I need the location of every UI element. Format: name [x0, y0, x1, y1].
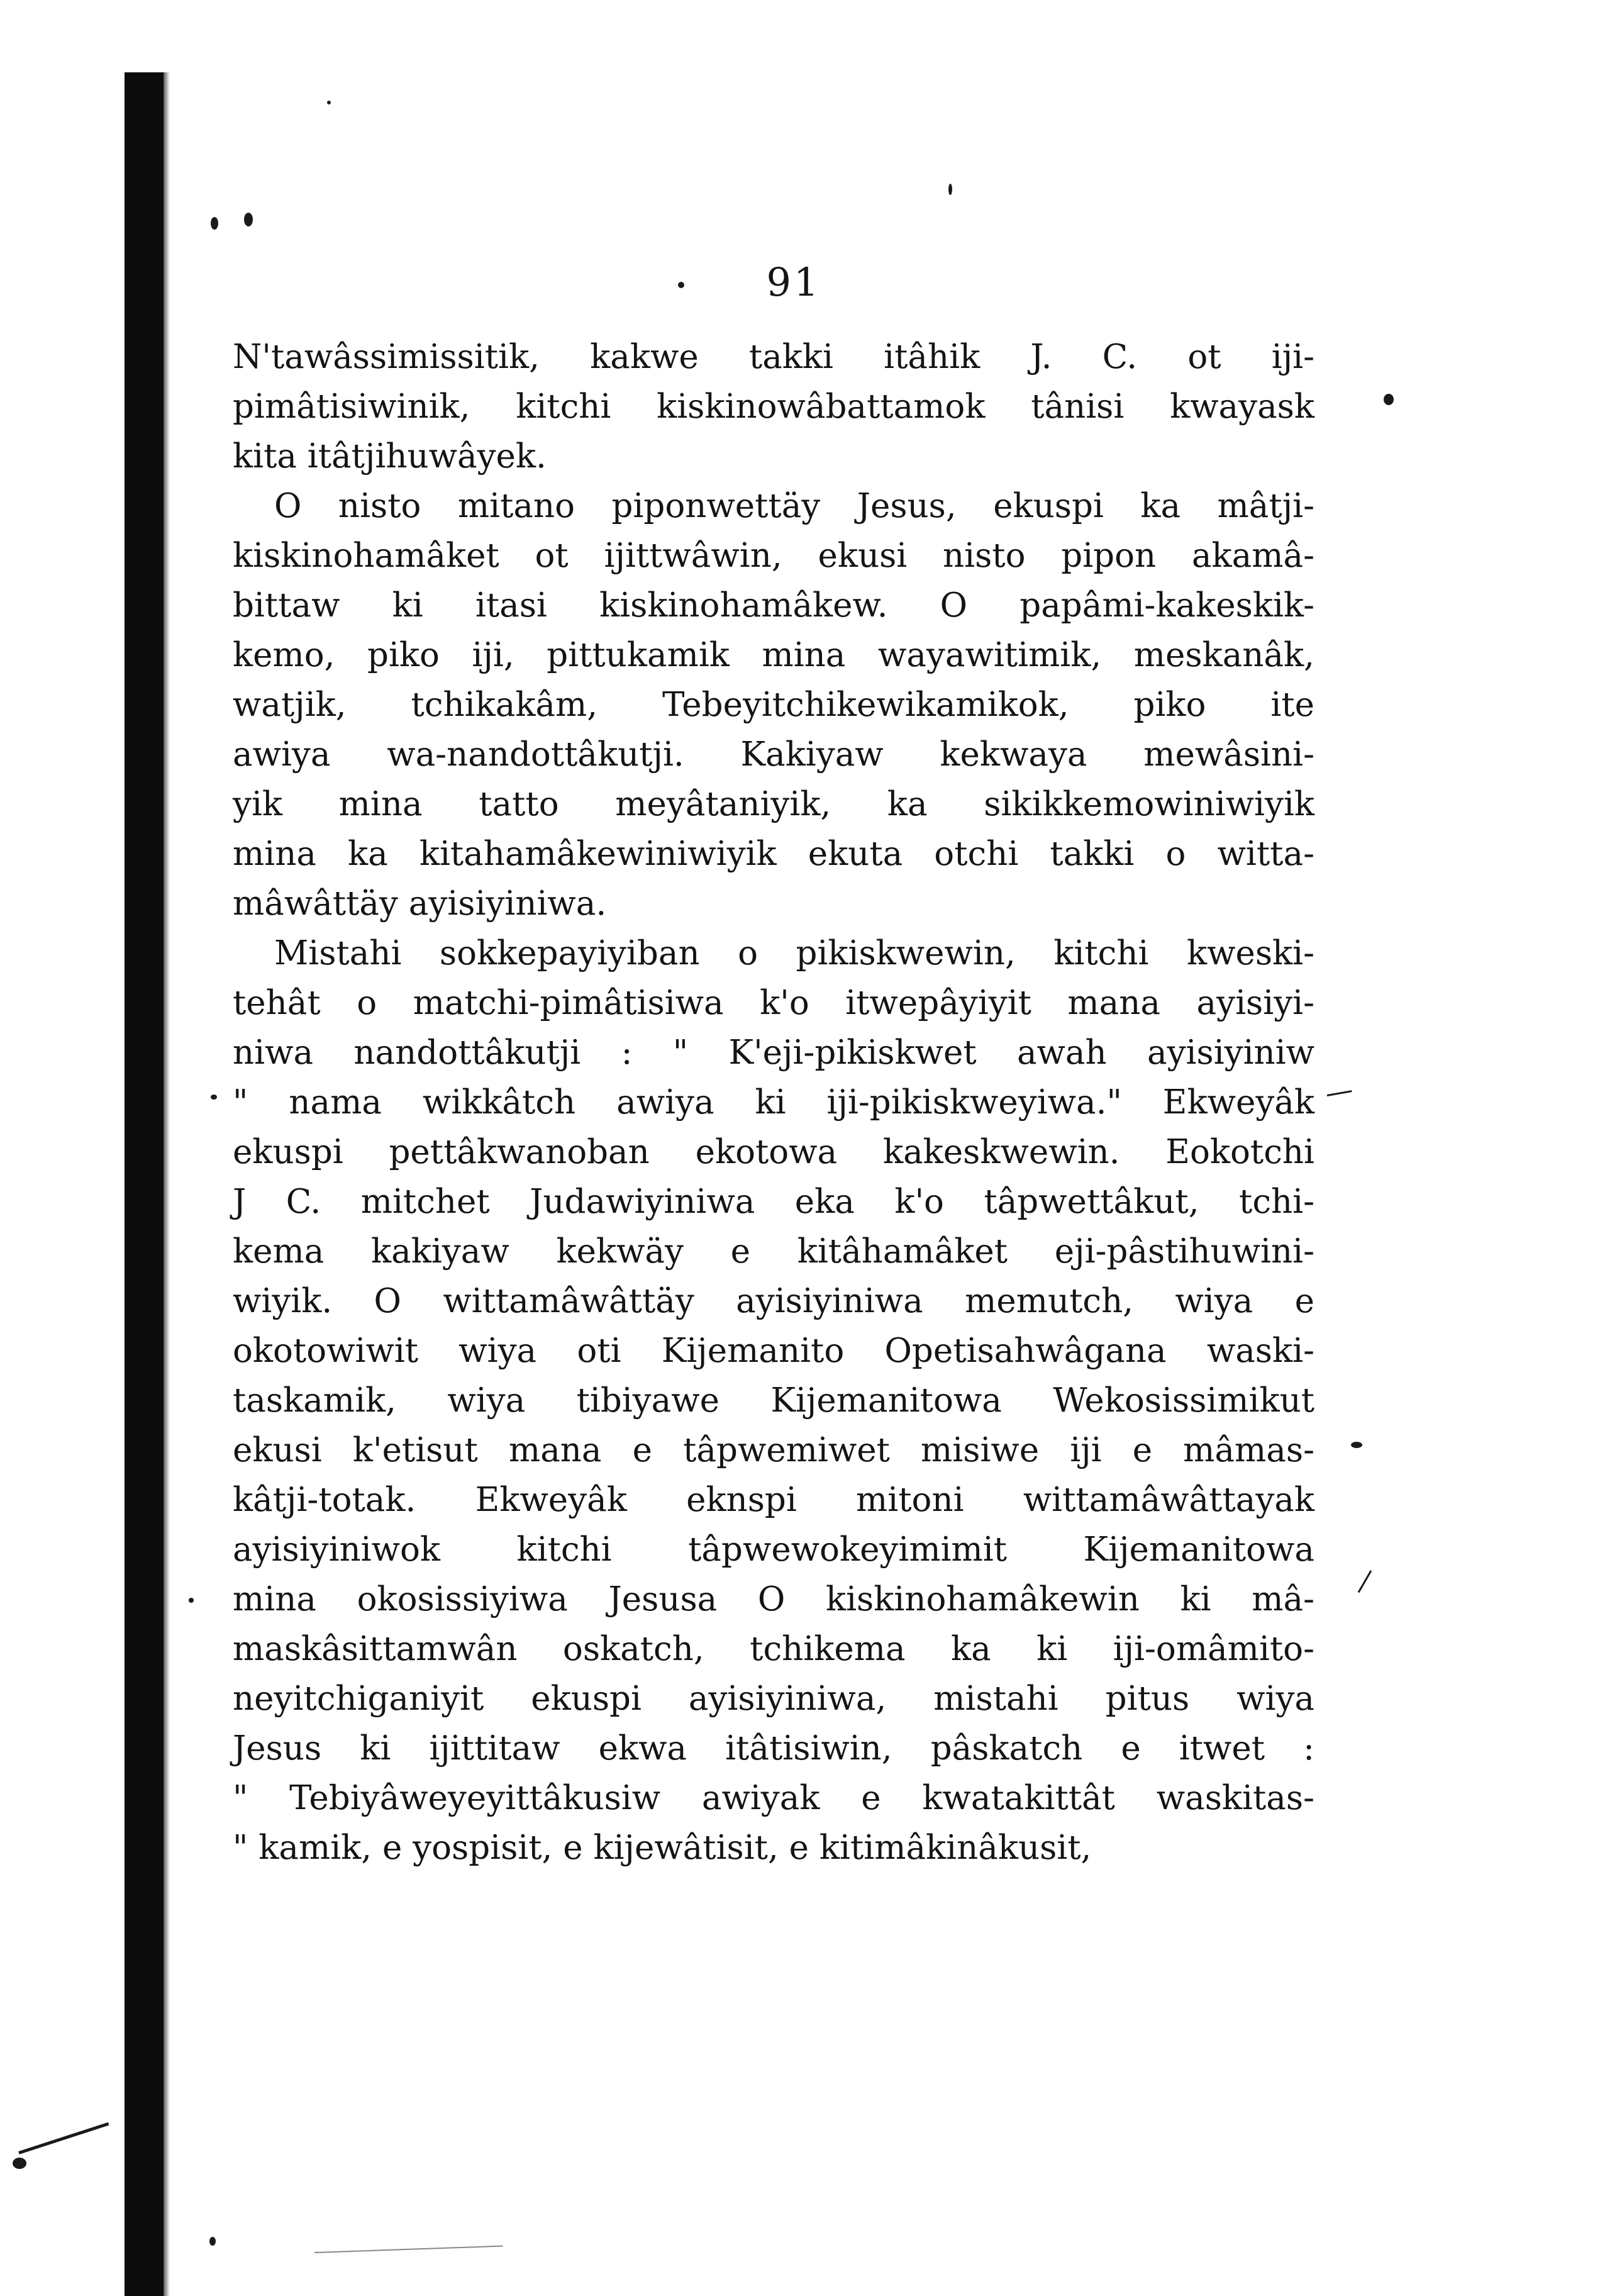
text-line: ekuspi pettâkwanoban ekotowa kakeskwewin. Eokotchi [233, 1133, 1314, 1171]
text-line: ekusi k'etisut mana e tâpwemiwet misiwe iji e mâmas- [233, 1431, 1314, 1469]
binding-edge [125, 72, 164, 2296]
body-text [233, 332, 1314, 1873]
text-line: maskâsittamwân oskatch, tchikema ka ki iji-omâmito- [233, 1630, 1314, 1668]
scan-speck [244, 213, 253, 226]
text-line: kâtji-totak. Ekweyâk eknspi mitoni wittamâwâttayak [233, 1481, 1314, 1519]
scan-speck [1384, 394, 1394, 405]
text-line: Jesus ki ijittitaw ekwa itâtisiwin, pâskatch e itwet : [233, 1729, 1314, 1768]
text-line: Mistahi sokkepayiyiban o pikiskwewin, kitchi kweski- [274, 934, 1314, 972]
page-number: 91 [766, 259, 821, 305]
text-line: kemo, piko iji, pittukamik mina wayawitimik, meskanâk, [233, 636, 1314, 674]
text-line: niwa nandottâkutji : " K'eji-pikiskwet awah ayisiyiniw [233, 1034, 1314, 1072]
text-line: mina okosissiyiwa Jesusa O kiskinohamâkewin ki mâ- [233, 1580, 1314, 1619]
text-line: watjik, tchikakâm, Tebeyitchikewikamikok, piko ite [233, 686, 1314, 724]
text-line: mâwâttäy ayisiyiniwa. [233, 884, 607, 923]
scan-speck [13, 2158, 26, 2169]
text-line: mina ka kitahamâkewiniwiyik ekuta otchi takki o witta- [233, 835, 1314, 873]
text-line: okotowiwit wiya oti Kijemanito Opetisahwâgana waski- [233, 1332, 1314, 1370]
text-line: O nisto mitano piponwettäy Jesus, ekuspi ka mâtji- [274, 487, 1314, 525]
scan-stroke [1327, 1090, 1352, 1096]
text-line: kema kakiyaw kekwäy e kitâhamâket eji-pâstihuwini- [233, 1232, 1314, 1271]
scan-stroke [314, 2246, 503, 2253]
scan-speck [948, 184, 952, 195]
text-line: pimâtisiwinik, kitchi kiskinowâbattamok tânisi kwayask [233, 387, 1314, 426]
scan-speck [211, 217, 218, 230]
text-line: tehât o matchi-pimâtisiwa k'o itwepâyiyit mana ayisiyi- [233, 984, 1314, 1022]
text-line: yik mina tatto meyâtaniyik, ka sikikkemowiniwiyik [233, 785, 1314, 823]
scan-stroke [1358, 1570, 1372, 1593]
text-line: J C. mitchet Judawiyiniwa eka k'o tâpwettâkut, tchi- [233, 1183, 1314, 1221]
text-line: " Tebiyâweyeyittâkusiw awiyak e kwatakittât waskitas- [233, 1779, 1314, 1817]
scan-speck [189, 1598, 194, 1603]
scan-speck [211, 1095, 217, 1100]
text-line: taskamik, wiya tibiyawe Kijemanitowa Wekosissimikut [233, 1381, 1314, 1420]
text-line: " nama wikkâtch awiya ki iji-pikiskweyiwa." Ekweyâk [233, 1083, 1314, 1122]
text-line: kita itâtjihuwâyek. [233, 437, 547, 476]
binding-shadow [164, 72, 170, 2296]
scan-speck [678, 282, 684, 288]
text-line: wiyik. O wittamâwâttäy ayisiyiniwa memutch, wiya e [233, 1282, 1314, 1320]
text-line: " kamik, e yospisit, e kijewâtisit, e kitimâkinâkusit, [233, 1829, 1092, 1867]
text-line: N'tawâssimissitik, kakwe takki itâhik J. C. ot iji- [233, 338, 1314, 376]
scan-speck [209, 2237, 216, 2246]
scan-speck [327, 101, 331, 104]
text-line: ayisiyiniwok kitchi tâpwewokeyimimit Kijemanitowa [233, 1530, 1314, 1569]
text-line: awiya wa-nandottâkutji. Kakiyaw kekwaya mewâsini- [233, 735, 1314, 774]
text-line: kiskinohamâket ot ijittwâwin, ekusi nisto pipon akamâ- [233, 537, 1314, 575]
text-line: bittaw ki itasi kiskinohamâkew. O papâmi-kakeskik- [233, 586, 1314, 625]
scan-speck [1351, 1442, 1362, 1448]
text-line: neyitchiganiyit ekuspi ayisiyiniwa, mistahi pitus wiya [233, 1680, 1314, 1718]
scan-stroke [18, 2122, 109, 2154]
